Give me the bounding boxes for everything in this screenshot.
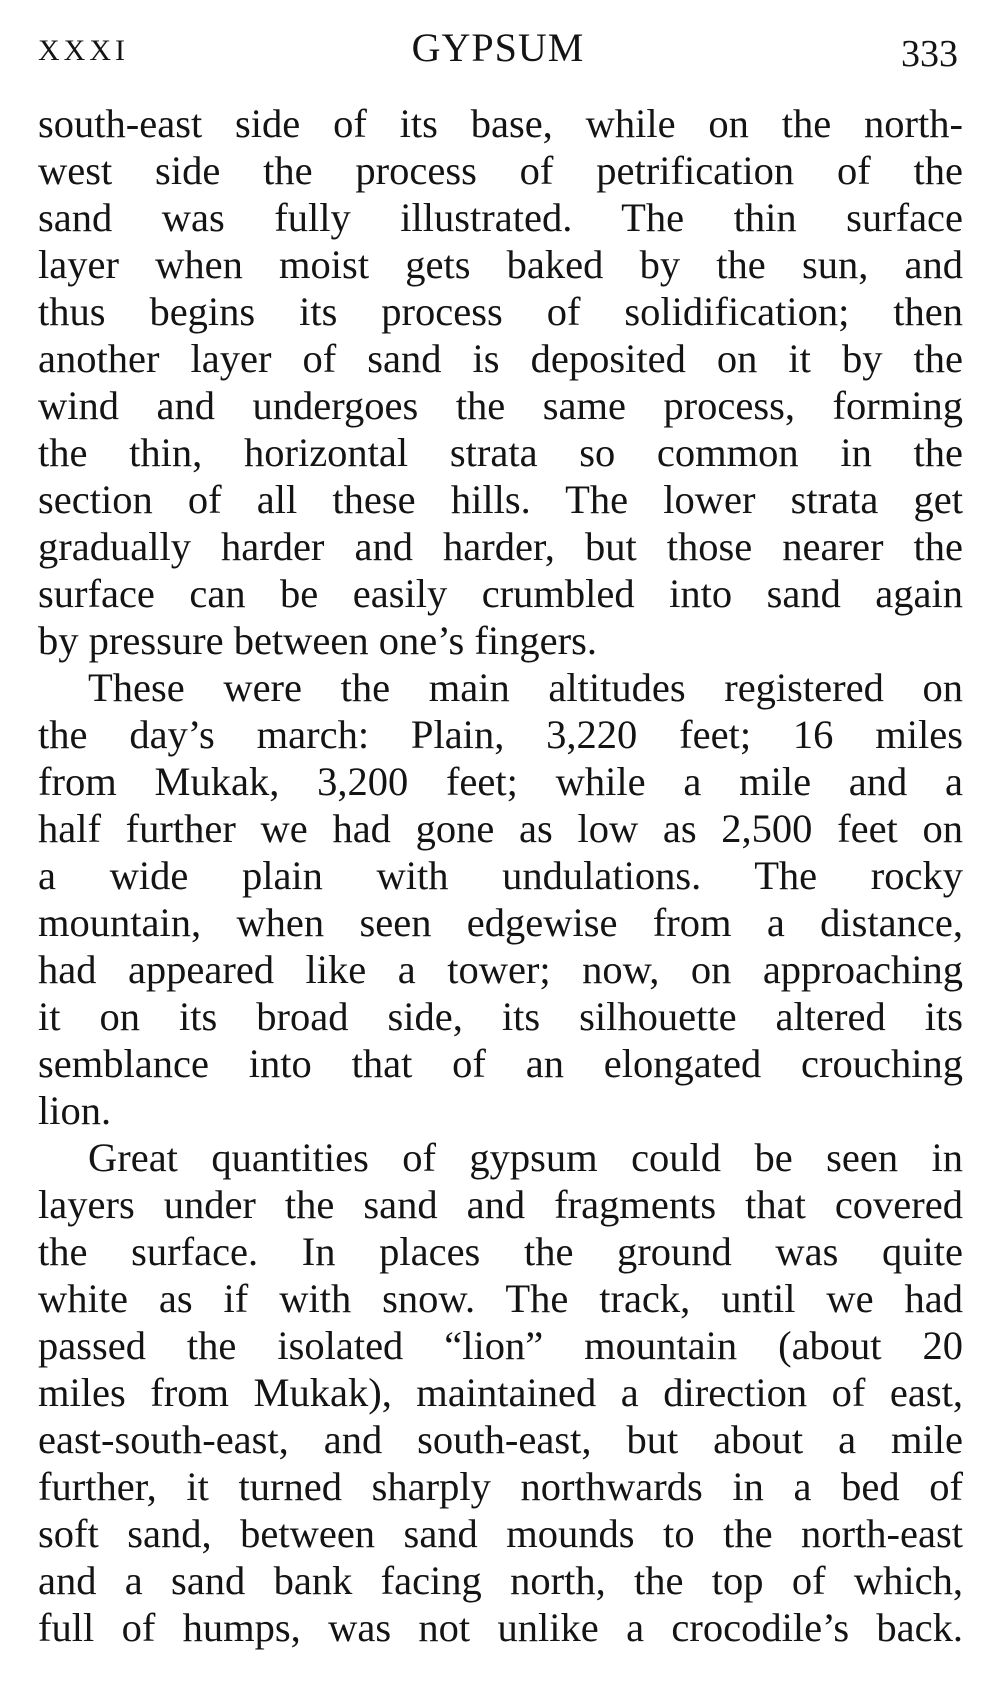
text-line: surface can be easily crumbled into sand again bbox=[38, 571, 963, 616]
chapter-number: XXXI bbox=[38, 34, 129, 67]
text-line: had appeared like a tower; now, on approaching bbox=[38, 947, 963, 992]
running-head bbox=[38, 20, 958, 75]
body-text bbox=[38, 100, 963, 1651]
text-line: mountain, when seen edgewise from a distance, bbox=[38, 900, 963, 945]
text-line: a wide plain with undulations. The rocky bbox=[38, 853, 963, 898]
text-line: thus begins its process of solidification; then bbox=[38, 289, 963, 334]
text-line: passed the isolated “lion” mountain (about 20 bbox=[38, 1323, 963, 1368]
text-line: sand was fully illustrated. The thin surface bbox=[38, 195, 963, 240]
text-line: the day’s march: Plain, 3,220 feet; 16 miles bbox=[38, 712, 963, 757]
text-line: semblance into that of an elongated crouching bbox=[38, 1041, 963, 1086]
text-line: gradually harder and harder, but those nearer the bbox=[38, 524, 963, 569]
running-title: GYPSUM bbox=[411, 25, 585, 70]
text-line: full of humps, was not unlike a crocodile’s back. bbox=[38, 1605, 963, 1650]
text-line: by pressure between one’s fingers. bbox=[38, 618, 597, 663]
text-line: soft sand, between sand mounds to the north-east bbox=[38, 1511, 963, 1556]
text-line: from Mukak, 3,200 feet; while a mile and a bbox=[38, 759, 963, 804]
text-line: layer when moist gets baked by the sun, and bbox=[38, 242, 963, 287]
text-line: layers under the sand and fragments that covered bbox=[38, 1182, 963, 1227]
text-line: half further we had gone as low as 2,500 feet on bbox=[38, 806, 963, 851]
text-line: west side the process of petrification of the bbox=[38, 148, 963, 193]
text-line: further, it turned sharply northwards in a bed of bbox=[38, 1464, 963, 1509]
text-line: section of all these hills. The lower strata get bbox=[38, 477, 963, 522]
text-line: east-south-east, and south-east, but about a mile bbox=[38, 1417, 963, 1462]
text-line: miles from Mukak), maintained a direction of east, bbox=[38, 1370, 963, 1415]
text-line: white as if with snow. The track, until we had bbox=[38, 1276, 963, 1321]
page-number: 333 bbox=[901, 33, 958, 75]
text-line: Great quantities of gypsum could be seen in bbox=[88, 1135, 963, 1180]
text-line: south-east side of its base, while on the north- bbox=[38, 101, 963, 146]
text-line: it on its broad side, its silhouette altered its bbox=[38, 994, 963, 1039]
text-line: another layer of sand is deposited on it by the bbox=[38, 336, 963, 381]
text-line: the thin, horizontal strata so common in the bbox=[38, 430, 963, 475]
text-line: and a sand bank facing north, the top of which, bbox=[38, 1558, 963, 1603]
text-line: lion. bbox=[38, 1088, 112, 1133]
text-line: wind and undergoes the same process, forming bbox=[38, 383, 963, 428]
text-line: the surface. In places the ground was quite bbox=[38, 1229, 963, 1274]
text-line: These were the main altitudes registered on bbox=[88, 665, 963, 710]
